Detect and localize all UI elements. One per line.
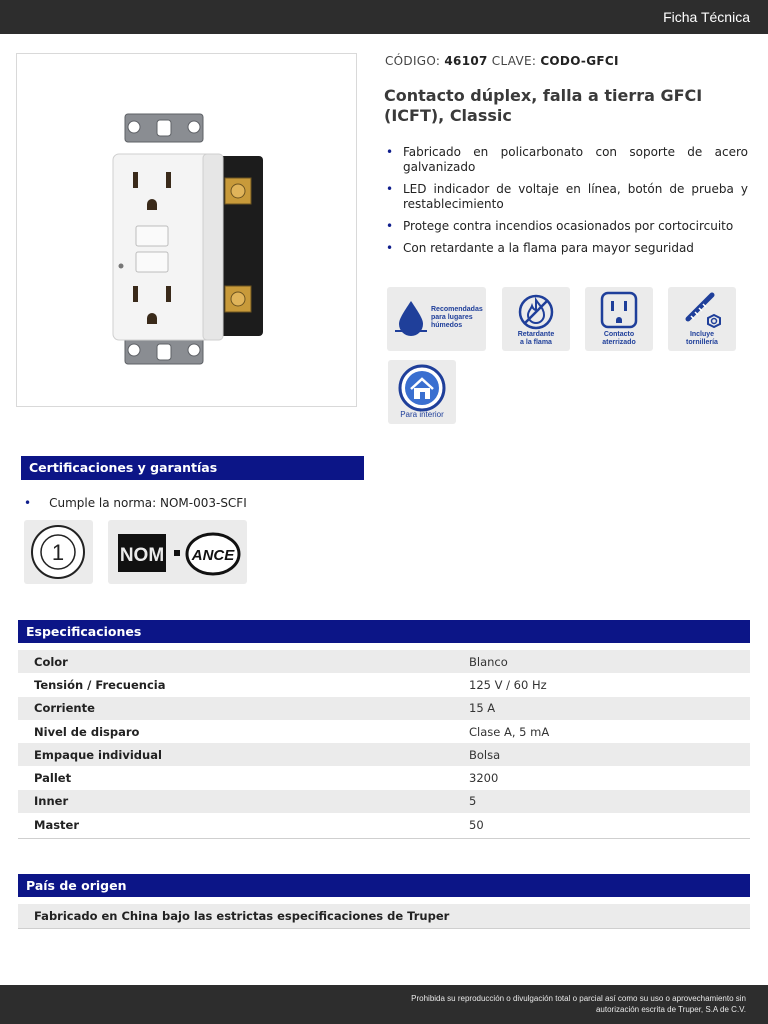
product-photo bbox=[16, 53, 357, 407]
table-row: Corriente 15 A bbox=[18, 697, 750, 720]
feature-item: • Con retardante a la flama para mayor seguridad bbox=[384, 241, 748, 256]
wet-location-tile bbox=[387, 287, 486, 351]
table-row: Master 50 bbox=[18, 813, 750, 836]
origin-header: País de origen bbox=[18, 874, 750, 897]
flame-retardant-tile bbox=[502, 287, 570, 351]
divider bbox=[18, 838, 750, 839]
bullet: • bbox=[24, 496, 32, 510]
certification-item: • Cumple la norma: NOM-003-SCFI bbox=[24, 496, 247, 510]
screws-included-icon bbox=[680, 289, 724, 329]
table-row: Nivel de disparo Clase A, 5 mA bbox=[18, 720, 750, 743]
feature-item: • Fabricado en policarbonato con soporte de acero galvanizado bbox=[384, 145, 748, 175]
wet-location-caption: Recomendadas para lugares húmedos bbox=[431, 306, 483, 329]
warranty-years: 1 bbox=[51, 540, 65, 565]
flame-retardant-caption: Retardante a la flama bbox=[517, 331, 555, 346]
footer-bar bbox=[0, 985, 768, 1024]
feature-item: • LED indicador de voltaje en línea, botón de prueba y restablecimiento bbox=[384, 182, 748, 212]
document-type-title: Ficha Técnica bbox=[663, 9, 750, 25]
top-header-bar bbox=[0, 0, 768, 34]
nom-ance-logo bbox=[108, 520, 247, 584]
product-key: CODO-GFCI bbox=[540, 54, 619, 68]
ance-logo-text: ANCE bbox=[191, 547, 235, 564]
grounded-outlet-icon bbox=[599, 290, 639, 330]
grounded-outlet-caption: Contacto aterrizado bbox=[602, 331, 636, 346]
origin-text: Fabricado en China bajo las estrictas especificaciones de Truper bbox=[18, 904, 750, 928]
indoor-caption: Para interior bbox=[400, 410, 444, 419]
specifications-header: Especificaciones bbox=[18, 620, 750, 643]
table-row: Inner 5 bbox=[18, 790, 750, 813]
flame-retardant-icon bbox=[516, 292, 556, 332]
certification-logos bbox=[108, 520, 247, 584]
table-row: Tensión / Frecuencia 125 V / 60 Hz bbox=[18, 673, 750, 696]
specifications-table bbox=[18, 650, 750, 836]
key-label: CLAVE: bbox=[491, 54, 537, 68]
code-label: CÓDIGO: bbox=[385, 54, 441, 68]
legal-notice: Prohibida su reproducción o divulgación total o parcial así como su uso o aprovechamiento sin autorización escrita de Truper, S.A de C.V. bbox=[411, 994, 746, 1014]
divider bbox=[18, 928, 750, 929]
product-code: 46107 bbox=[444, 54, 488, 68]
gfci-outlet-image bbox=[17, 54, 356, 406]
feature-list bbox=[384, 145, 748, 263]
feature-item: • Protege contra incendios ocasionados por cortocircuito bbox=[384, 219, 748, 234]
warranty-seal-icon bbox=[24, 520, 93, 584]
table-row: Color Blanco bbox=[18, 650, 750, 673]
grounded-outlet-tile bbox=[585, 287, 653, 351]
table-row: Pallet 3200 bbox=[18, 766, 750, 789]
screws-included-tile bbox=[668, 287, 736, 351]
product-title: Contacto dúplex, falla a tierra GFCI (ICFT), Classic bbox=[384, 86, 703, 125]
indoor-tile bbox=[388, 360, 456, 424]
wet-location-icon bbox=[391, 297, 431, 337]
indoor-icon bbox=[398, 364, 446, 412]
warranty-badge bbox=[24, 520, 93, 584]
certifications-header: Certificaciones y garantías bbox=[21, 456, 364, 480]
product-code-line bbox=[385, 54, 619, 68]
screws-included-caption: Incluye tornillería bbox=[686, 331, 718, 346]
nom-logo-text: NOM bbox=[119, 545, 165, 566]
table-row: Empaque individual Bolsa bbox=[18, 743, 750, 766]
